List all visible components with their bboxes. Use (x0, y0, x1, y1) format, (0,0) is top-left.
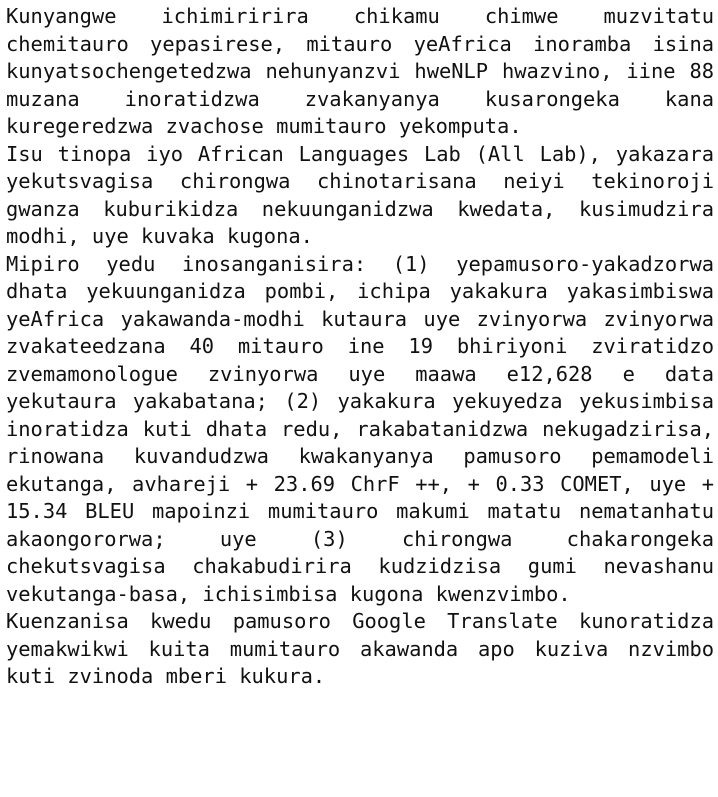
paragraph-all-lab: Isu tinopa iyo African Languages Lab (All Lab), yakazara yekutsvagisa chirongwa chinotarisana neiyi tekinoroji gwanza kuburikidza nekuunganidzwa kwedata, kusimudzira modhi, uye kuvaka kugona. (6, 141, 714, 248)
paragraph-contributions: Mipiro yedu inosanganisira: (1) yepamusoro-yakadzorwa dhata yekuunganidza pombi, ichipa yakakura yakasimbiswa yeAfrica yakawanda-modhi kutaura uye zvinyorwa zvinyorwa zvakateedzana 40 mitauro ine 19 bhiriyoni zviratidzo zvemamonologue zvinyorwa uye maawa e12,628 e data yekutaura yakabatana; (2) yakakura yekuyedza yekusimbisa inoratidza kuti dhata redu, rakabatanidzwa nekugadzirisa, rinowana kuvandudzwa kwakanyanya pamusoro pemamodeli ekutanga, avhareji + 23.69 ChrF ++, + 0.33 COMET, uye + 15.34 BLEU mapoinzi mumitauro makumi matatu nematanhatu akaongororwa; uye (3) chirongwa chakarongeka chekutsvagisa chakabudirira kudzidzisa gumi nevashanu vekutanga-basa, ichisimbisa kugona kwenzvimbo. (6, 251, 714, 606)
paragraph-intro: Kunyangwe ichimiririra chikamu chimwe muzvitatu chemitauro yepasirese, mitauro yeAfrica inoramba isina kunyatsochengetedzwa nehunyanzvi hweNLP hwazvino, iine 88 muzana inoratidzwa zvakanyanya kusarongeka kana kuregeredzwa zvachose mumitauro yekomputa. (6, 4, 714, 138)
document-body (6, 3, 714, 691)
paragraph-comparison: Kuenzanisa kwedu pamusoro Google Translate kunoratidza yemakwikwi kuita mumitauro akawanda apo kuziva nzvimbo kuti zvinoda mberi kukura. (6, 609, 714, 688)
